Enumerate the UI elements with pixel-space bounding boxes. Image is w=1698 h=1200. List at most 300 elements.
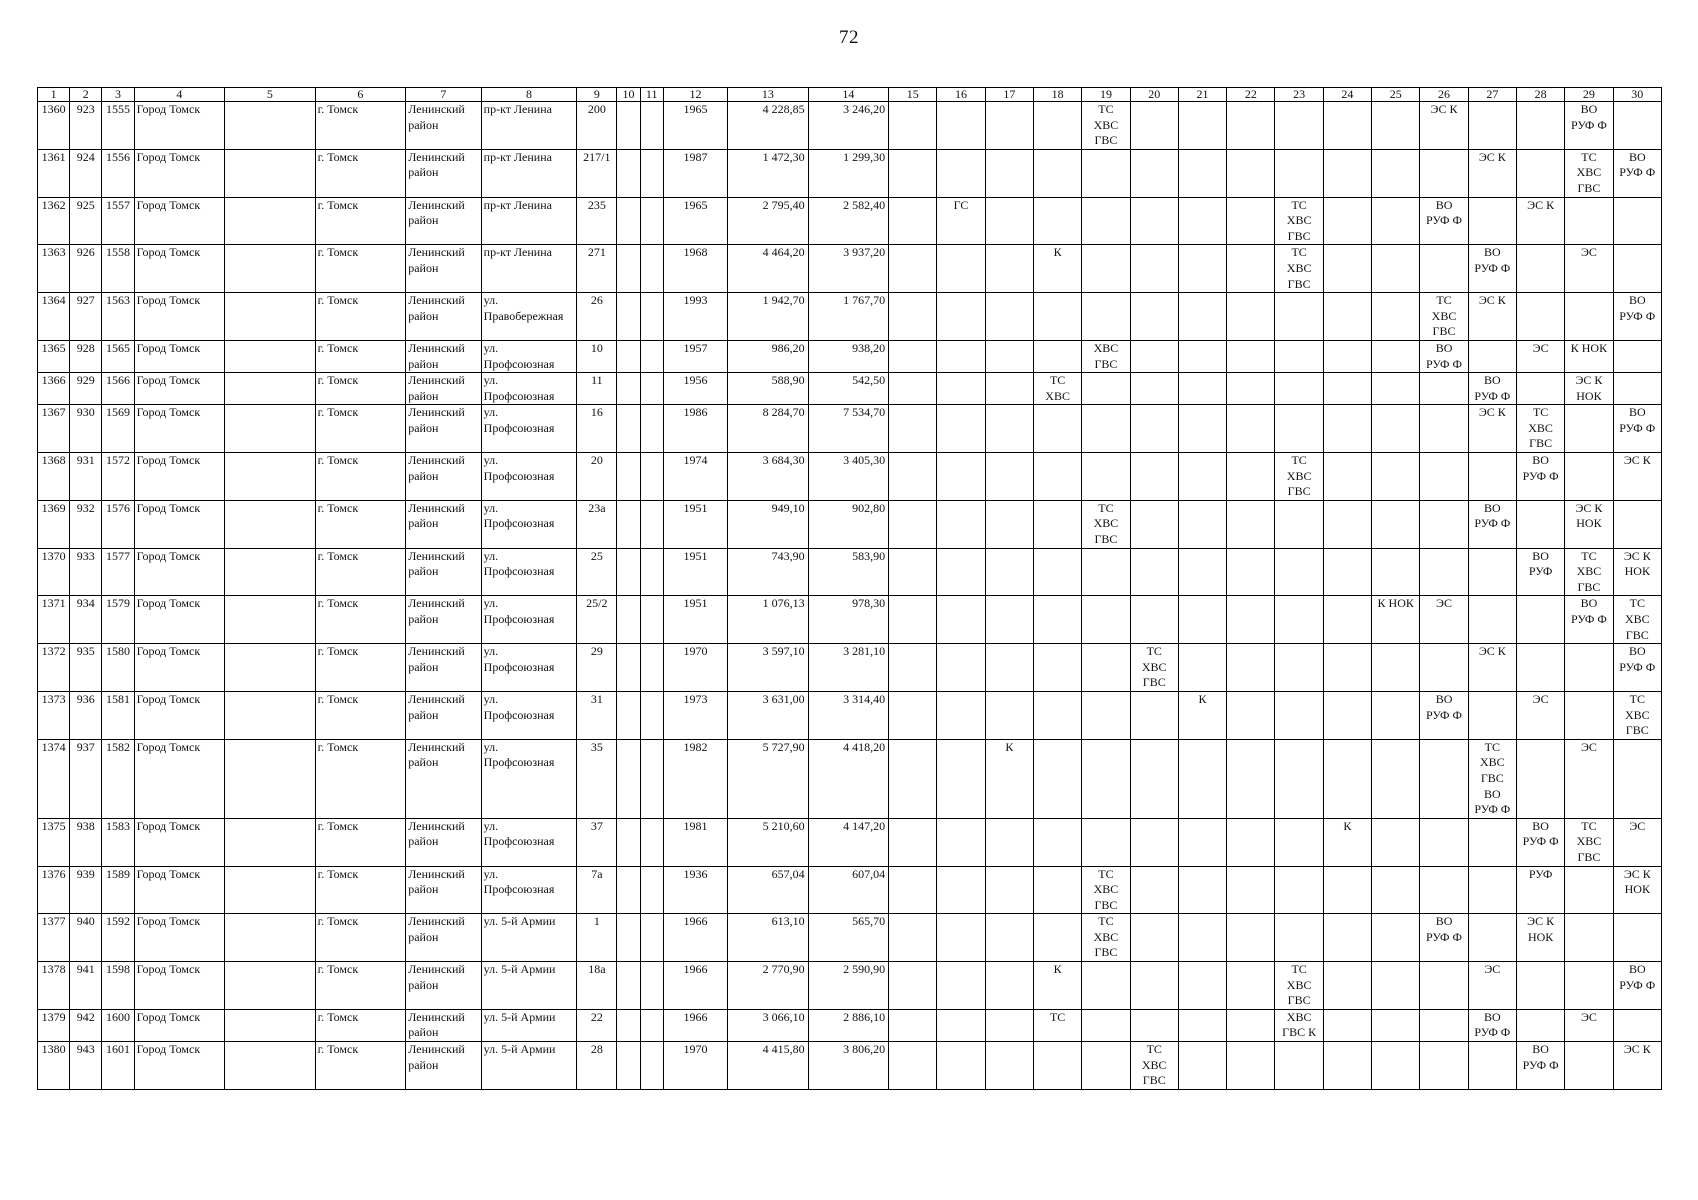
cell-col-5 bbox=[225, 149, 316, 197]
cell-col-17 bbox=[985, 596, 1033, 644]
table-row bbox=[38, 596, 1662, 644]
cell-col-8: ул. Профсоюзная bbox=[481, 739, 577, 818]
cell-col-6: г. Томск bbox=[315, 548, 406, 596]
cell-col-8: пр-кт Ленина bbox=[481, 149, 577, 197]
cell-col-1: 1374 bbox=[38, 739, 70, 818]
cell-col-3: 1601 bbox=[102, 1042, 134, 1090]
cell-col-29 bbox=[1565, 405, 1613, 453]
cell-col-17 bbox=[985, 405, 1033, 453]
cell-col-15 bbox=[889, 149, 937, 197]
cell-col-9: 25/2 bbox=[577, 596, 617, 644]
cell-col-13: 743,90 bbox=[728, 548, 808, 596]
cell-col-25 bbox=[1372, 914, 1420, 962]
cell-col-30 bbox=[1613, 373, 1661, 405]
cell-col-10 bbox=[617, 197, 640, 245]
cell-col-14: 902,80 bbox=[808, 500, 888, 548]
cell-col-4: Город Томск bbox=[134, 818, 225, 866]
cell-col-13: 4 464,20 bbox=[728, 245, 808, 293]
cell-col-12: 1968 bbox=[663, 245, 727, 293]
cell-col-10 bbox=[617, 596, 640, 644]
cell-col-15 bbox=[889, 548, 937, 596]
cell-col-15 bbox=[889, 293, 937, 341]
cell-col-23 bbox=[1275, 739, 1323, 818]
cell-col-30: ЭС bbox=[1613, 818, 1661, 866]
cell-col-4: Город Томск bbox=[134, 1042, 225, 1090]
cell-col-19: ТС ХВС ГВС bbox=[1082, 102, 1130, 150]
cell-col-5 bbox=[225, 691, 316, 739]
cell-col-7: Ленинский район bbox=[406, 102, 481, 150]
table-row bbox=[38, 500, 1662, 548]
cell-col-28: ВО РУФ bbox=[1516, 548, 1564, 596]
cell-col-10 bbox=[617, 340, 640, 372]
cell-col-22 bbox=[1227, 739, 1275, 818]
cell-col-23 bbox=[1275, 914, 1323, 962]
cell-col-13: 1 076,13 bbox=[728, 596, 808, 644]
cell-col-11 bbox=[640, 1042, 663, 1090]
cell-col-10 bbox=[617, 644, 640, 692]
column-header-4: 4 bbox=[134, 88, 225, 102]
cell-col-20 bbox=[1130, 197, 1178, 245]
housing-register-table bbox=[37, 87, 1662, 1090]
cell-col-23 bbox=[1275, 691, 1323, 739]
cell-col-14: 4 418,20 bbox=[808, 739, 888, 818]
cell-col-27 bbox=[1468, 197, 1516, 245]
column-header-28: 28 bbox=[1516, 88, 1564, 102]
cell-col-22 bbox=[1227, 914, 1275, 962]
cell-col-9: 35 bbox=[577, 739, 617, 818]
cell-col-17 bbox=[985, 293, 1033, 341]
cell-col-20 bbox=[1130, 293, 1178, 341]
column-header-7: 7 bbox=[406, 88, 481, 102]
cell-col-6: г. Томск bbox=[315, 596, 406, 644]
cell-col-5 bbox=[225, 102, 316, 150]
cell-col-16 bbox=[937, 914, 985, 962]
cell-col-25 bbox=[1372, 453, 1420, 501]
cell-col-9: 31 bbox=[577, 691, 617, 739]
cell-col-22 bbox=[1227, 405, 1275, 453]
cell-col-16 bbox=[937, 691, 985, 739]
cell-col-17 bbox=[985, 340, 1033, 372]
cell-col-28: РУФ bbox=[1516, 866, 1564, 914]
cell-col-11 bbox=[640, 818, 663, 866]
cell-col-13: 8 284,70 bbox=[728, 405, 808, 453]
cell-col-23 bbox=[1275, 500, 1323, 548]
cell-col-24 bbox=[1323, 739, 1371, 818]
column-header-13: 13 bbox=[728, 88, 808, 102]
cell-col-21: К bbox=[1178, 691, 1226, 739]
cell-col-2: 928 bbox=[70, 340, 102, 372]
cell-col-20 bbox=[1130, 818, 1178, 866]
cell-col-19 bbox=[1082, 691, 1130, 739]
cell-col-2: 923 bbox=[70, 102, 102, 150]
cell-col-15 bbox=[889, 500, 937, 548]
cell-col-13: 2 795,40 bbox=[728, 197, 808, 245]
cell-col-25 bbox=[1372, 691, 1420, 739]
cell-col-26 bbox=[1420, 453, 1468, 501]
cell-col-24 bbox=[1323, 644, 1371, 692]
cell-col-1: 1375 bbox=[38, 818, 70, 866]
cell-col-3: 1592 bbox=[102, 914, 134, 962]
cell-col-26 bbox=[1420, 149, 1468, 197]
cell-col-30: ВО РУФ Ф bbox=[1613, 293, 1661, 341]
cell-col-5 bbox=[225, 914, 316, 962]
cell-col-12: 1965 bbox=[663, 197, 727, 245]
cell-col-12: 1957 bbox=[663, 340, 727, 372]
cell-col-7: Ленинский район bbox=[406, 245, 481, 293]
cell-col-4: Город Томск bbox=[134, 340, 225, 372]
cell-col-3: 1572 bbox=[102, 453, 134, 501]
cell-col-30: ВО РУФ Ф bbox=[1613, 962, 1661, 1010]
cell-col-23 bbox=[1275, 373, 1323, 405]
cell-col-17 bbox=[985, 453, 1033, 501]
cell-col-27 bbox=[1468, 340, 1516, 372]
cell-col-5 bbox=[225, 340, 316, 372]
cell-col-18 bbox=[1034, 644, 1082, 692]
cell-col-28 bbox=[1516, 739, 1564, 818]
cell-col-21 bbox=[1178, 644, 1226, 692]
cell-col-1: 1371 bbox=[38, 596, 70, 644]
cell-col-21 bbox=[1178, 405, 1226, 453]
cell-col-10 bbox=[617, 818, 640, 866]
cell-col-24 bbox=[1323, 245, 1371, 293]
cell-col-11 bbox=[640, 691, 663, 739]
cell-col-10 bbox=[617, 373, 640, 405]
column-header-26: 26 bbox=[1420, 88, 1468, 102]
cell-col-12: 1993 bbox=[663, 293, 727, 341]
cell-col-11 bbox=[640, 453, 663, 501]
cell-col-13: 5 727,90 bbox=[728, 739, 808, 818]
cell-col-24 bbox=[1323, 102, 1371, 150]
cell-col-26 bbox=[1420, 405, 1468, 453]
cell-col-4: Город Томск bbox=[134, 373, 225, 405]
cell-col-23 bbox=[1275, 293, 1323, 341]
cell-col-22 bbox=[1227, 644, 1275, 692]
cell-col-11 bbox=[640, 149, 663, 197]
cell-col-16 bbox=[937, 102, 985, 150]
cell-col-15 bbox=[889, 866, 937, 914]
cell-col-8: пр-кт Ленина bbox=[481, 102, 577, 150]
cell-col-13: 2 770,90 bbox=[728, 962, 808, 1010]
cell-col-10 bbox=[617, 405, 640, 453]
cell-col-21 bbox=[1178, 149, 1226, 197]
cell-col-18 bbox=[1034, 818, 1082, 866]
cell-col-11 bbox=[640, 644, 663, 692]
cell-col-5 bbox=[225, 1009, 316, 1041]
cell-col-2: 936 bbox=[70, 691, 102, 739]
cell-col-14: 2 886,10 bbox=[808, 1009, 888, 1041]
cell-col-27: ЭС К bbox=[1468, 405, 1516, 453]
cell-col-29 bbox=[1565, 197, 1613, 245]
cell-col-19 bbox=[1082, 962, 1130, 1010]
cell-col-28 bbox=[1516, 102, 1564, 150]
cell-col-8: ул. Профсоюзная bbox=[481, 453, 577, 501]
cell-col-21 bbox=[1178, 1042, 1226, 1090]
cell-col-11 bbox=[640, 340, 663, 372]
cell-col-7: Ленинский район bbox=[406, 149, 481, 197]
cell-col-17 bbox=[985, 500, 1033, 548]
cell-col-8: ул. Профсоюзная bbox=[481, 405, 577, 453]
cell-col-18 bbox=[1034, 453, 1082, 501]
cell-col-25 bbox=[1372, 102, 1420, 150]
cell-col-17 bbox=[985, 962, 1033, 1010]
cell-col-18 bbox=[1034, 500, 1082, 548]
cell-col-11 bbox=[640, 914, 663, 962]
cell-col-20 bbox=[1130, 962, 1178, 1010]
cell-col-5 bbox=[225, 548, 316, 596]
column-header-16: 16 bbox=[937, 88, 985, 102]
cell-col-1: 1377 bbox=[38, 914, 70, 962]
cell-col-17 bbox=[985, 149, 1033, 197]
cell-col-16 bbox=[937, 149, 985, 197]
cell-col-6: г. Томск bbox=[315, 739, 406, 818]
table-row bbox=[38, 102, 1662, 150]
cell-col-25 bbox=[1372, 197, 1420, 245]
cell-col-24 bbox=[1323, 405, 1371, 453]
cell-col-23 bbox=[1275, 644, 1323, 692]
cell-col-8: ул. Профсоюзная bbox=[481, 818, 577, 866]
cell-col-17 bbox=[985, 245, 1033, 293]
cell-col-6: г. Томск bbox=[315, 102, 406, 150]
cell-col-19: ТС ХВС ГВС bbox=[1082, 866, 1130, 914]
cell-col-28 bbox=[1516, 644, 1564, 692]
cell-col-11 bbox=[640, 1009, 663, 1041]
column-number-header-row bbox=[38, 88, 1662, 102]
cell-col-1: 1380 bbox=[38, 1042, 70, 1090]
table-row bbox=[38, 644, 1662, 692]
cell-col-14: 978,30 bbox=[808, 596, 888, 644]
cell-col-27: ТС ХВС ГВС ВО РУФ Ф bbox=[1468, 739, 1516, 818]
cell-col-25 bbox=[1372, 548, 1420, 596]
table-row bbox=[38, 548, 1662, 596]
cell-col-27: ВО РУФ Ф bbox=[1468, 500, 1516, 548]
cell-col-6: г. Томск bbox=[315, 500, 406, 548]
cell-col-29: ТС ХВС ГВС bbox=[1565, 818, 1613, 866]
cell-col-3: 1563 bbox=[102, 293, 134, 341]
cell-col-10 bbox=[617, 548, 640, 596]
cell-col-21 bbox=[1178, 818, 1226, 866]
cell-col-18: К bbox=[1034, 962, 1082, 1010]
cell-col-5 bbox=[225, 1042, 316, 1090]
cell-col-15 bbox=[889, 340, 937, 372]
cell-col-18 bbox=[1034, 102, 1082, 150]
cell-col-2: 937 bbox=[70, 739, 102, 818]
cell-col-10 bbox=[617, 1009, 640, 1041]
cell-col-9: 37 bbox=[577, 818, 617, 866]
column-header-14: 14 bbox=[808, 88, 888, 102]
cell-col-30 bbox=[1613, 197, 1661, 245]
cell-col-25 bbox=[1372, 293, 1420, 341]
cell-col-19: ТС ХВС ГВС bbox=[1082, 500, 1130, 548]
cell-col-14: 565,70 bbox=[808, 914, 888, 962]
cell-col-29 bbox=[1565, 962, 1613, 1010]
cell-col-21 bbox=[1178, 453, 1226, 501]
cell-col-24 bbox=[1323, 149, 1371, 197]
cell-col-7: Ленинский район bbox=[406, 340, 481, 372]
cell-col-7: Ленинский район bbox=[406, 548, 481, 596]
cell-col-5 bbox=[225, 644, 316, 692]
cell-col-4: Город Томск bbox=[134, 644, 225, 692]
cell-col-2: 940 bbox=[70, 914, 102, 962]
cell-col-18 bbox=[1034, 405, 1082, 453]
cell-col-4: Город Томск bbox=[134, 914, 225, 962]
cell-col-25 bbox=[1372, 373, 1420, 405]
cell-col-22 bbox=[1227, 373, 1275, 405]
cell-col-10 bbox=[617, 691, 640, 739]
cell-col-3: 1582 bbox=[102, 739, 134, 818]
column-header-8: 8 bbox=[481, 88, 577, 102]
cell-col-6: г. Томск bbox=[315, 914, 406, 962]
cell-col-20 bbox=[1130, 866, 1178, 914]
cell-col-26 bbox=[1420, 1009, 1468, 1041]
column-header-25: 25 bbox=[1372, 88, 1420, 102]
table-row bbox=[38, 293, 1662, 341]
cell-col-20 bbox=[1130, 149, 1178, 197]
cell-col-19 bbox=[1082, 739, 1130, 818]
cell-col-22 bbox=[1227, 245, 1275, 293]
cell-col-24 bbox=[1323, 596, 1371, 644]
cell-col-11 bbox=[640, 245, 663, 293]
cell-col-21 bbox=[1178, 293, 1226, 341]
cell-col-26: ВО РУФ Ф bbox=[1420, 691, 1468, 739]
cell-col-23 bbox=[1275, 1042, 1323, 1090]
cell-col-29 bbox=[1565, 644, 1613, 692]
cell-col-27 bbox=[1468, 1042, 1516, 1090]
cell-col-23 bbox=[1275, 405, 1323, 453]
cell-col-11 bbox=[640, 373, 663, 405]
cell-col-19 bbox=[1082, 405, 1130, 453]
cell-col-27: ВО РУФ Ф bbox=[1468, 1009, 1516, 1041]
cell-col-13: 657,04 bbox=[728, 866, 808, 914]
cell-col-3: 1598 bbox=[102, 962, 134, 1010]
cell-col-30 bbox=[1613, 340, 1661, 372]
cell-col-6: г. Томск bbox=[315, 149, 406, 197]
column-header-21: 21 bbox=[1178, 88, 1226, 102]
cell-col-1: 1378 bbox=[38, 962, 70, 1010]
cell-col-5 bbox=[225, 739, 316, 818]
cell-col-1: 1366 bbox=[38, 373, 70, 405]
cell-col-23 bbox=[1275, 596, 1323, 644]
cell-col-22 bbox=[1227, 818, 1275, 866]
cell-col-22 bbox=[1227, 596, 1275, 644]
cell-col-28 bbox=[1516, 596, 1564, 644]
column-header-1: 1 bbox=[38, 88, 70, 102]
cell-col-12: 1987 bbox=[663, 149, 727, 197]
cell-col-29: ЭС К НОК bbox=[1565, 373, 1613, 405]
cell-col-26: ТС ХВС ГВС bbox=[1420, 293, 1468, 341]
cell-col-12: 1951 bbox=[663, 596, 727, 644]
cell-col-21 bbox=[1178, 866, 1226, 914]
cell-col-12: 1951 bbox=[663, 548, 727, 596]
cell-col-10 bbox=[617, 739, 640, 818]
cell-col-14: 542,50 bbox=[808, 373, 888, 405]
cell-col-16 bbox=[937, 293, 985, 341]
cell-col-4: Город Томск bbox=[134, 149, 225, 197]
cell-col-5 bbox=[225, 866, 316, 914]
cell-col-28 bbox=[1516, 293, 1564, 341]
cell-col-17 bbox=[985, 102, 1033, 150]
cell-col-30 bbox=[1613, 739, 1661, 818]
cell-col-24 bbox=[1323, 914, 1371, 962]
cell-col-29: ВО РУФ Ф bbox=[1565, 596, 1613, 644]
cell-col-4: Город Томск bbox=[134, 962, 225, 1010]
cell-col-20 bbox=[1130, 500, 1178, 548]
cell-col-3: 1566 bbox=[102, 373, 134, 405]
cell-col-3: 1576 bbox=[102, 500, 134, 548]
cell-col-20 bbox=[1130, 245, 1178, 293]
cell-col-16 bbox=[937, 340, 985, 372]
cell-col-29: ЭС bbox=[1565, 739, 1613, 818]
cell-col-18 bbox=[1034, 739, 1082, 818]
cell-col-28: ЭС bbox=[1516, 340, 1564, 372]
cell-col-7: Ленинский район bbox=[406, 596, 481, 644]
cell-col-10 bbox=[617, 293, 640, 341]
cell-col-30: ЭС К НОК bbox=[1613, 548, 1661, 596]
cell-col-11 bbox=[640, 739, 663, 818]
cell-col-26: ВО РУФ Ф bbox=[1420, 197, 1468, 245]
cell-col-29: ТС ХВС ГВС bbox=[1565, 548, 1613, 596]
cell-col-19 bbox=[1082, 596, 1130, 644]
cell-col-18 bbox=[1034, 914, 1082, 962]
cell-col-11 bbox=[640, 962, 663, 1010]
cell-col-7: Ленинский район bbox=[406, 691, 481, 739]
cell-col-7: Ленинский район bbox=[406, 644, 481, 692]
cell-col-22 bbox=[1227, 691, 1275, 739]
cell-col-24 bbox=[1323, 197, 1371, 245]
cell-col-9: 20 bbox=[577, 453, 617, 501]
cell-col-20 bbox=[1130, 739, 1178, 818]
cell-col-12: 1974 bbox=[663, 453, 727, 501]
cell-col-16 bbox=[937, 405, 985, 453]
cell-col-3: 1579 bbox=[102, 596, 134, 644]
cell-col-26 bbox=[1420, 245, 1468, 293]
cell-col-28 bbox=[1516, 962, 1564, 1010]
cell-col-17 bbox=[985, 644, 1033, 692]
cell-col-6: г. Томск bbox=[315, 691, 406, 739]
cell-col-20 bbox=[1130, 102, 1178, 150]
cell-col-10 bbox=[617, 1042, 640, 1090]
cell-col-2: 938 bbox=[70, 818, 102, 866]
cell-col-1: 1363 bbox=[38, 245, 70, 293]
cell-col-9: 1 bbox=[577, 914, 617, 962]
cell-col-19 bbox=[1082, 149, 1130, 197]
cell-col-17 bbox=[985, 866, 1033, 914]
cell-col-18 bbox=[1034, 1042, 1082, 1090]
cell-col-3: 1558 bbox=[102, 245, 134, 293]
cell-col-9: 25 bbox=[577, 548, 617, 596]
cell-col-30: ВО РУФ Ф bbox=[1613, 405, 1661, 453]
cell-col-27 bbox=[1468, 453, 1516, 501]
cell-col-9: 18а bbox=[577, 962, 617, 1010]
cell-col-3: 1556 bbox=[102, 149, 134, 197]
cell-col-28: ВО РУФ Ф bbox=[1516, 1042, 1564, 1090]
cell-col-30: ТС ХВС ГВС bbox=[1613, 596, 1661, 644]
cell-col-4: Город Томск bbox=[134, 1009, 225, 1041]
cell-col-7: Ленинский район bbox=[406, 1042, 481, 1090]
cell-col-27: ЭС К bbox=[1468, 293, 1516, 341]
cell-col-25 bbox=[1372, 149, 1420, 197]
cell-col-18 bbox=[1034, 293, 1082, 341]
cell-col-20 bbox=[1130, 373, 1178, 405]
cell-col-17 bbox=[985, 818, 1033, 866]
cell-col-15 bbox=[889, 197, 937, 245]
cell-col-18: ТС ХВС bbox=[1034, 373, 1082, 405]
cell-col-23 bbox=[1275, 340, 1323, 372]
cell-col-22 bbox=[1227, 1009, 1275, 1041]
cell-col-3: 1555 bbox=[102, 102, 134, 150]
cell-col-30 bbox=[1613, 102, 1661, 150]
column-header-12: 12 bbox=[663, 88, 727, 102]
cell-col-25: К НОК bbox=[1372, 596, 1420, 644]
